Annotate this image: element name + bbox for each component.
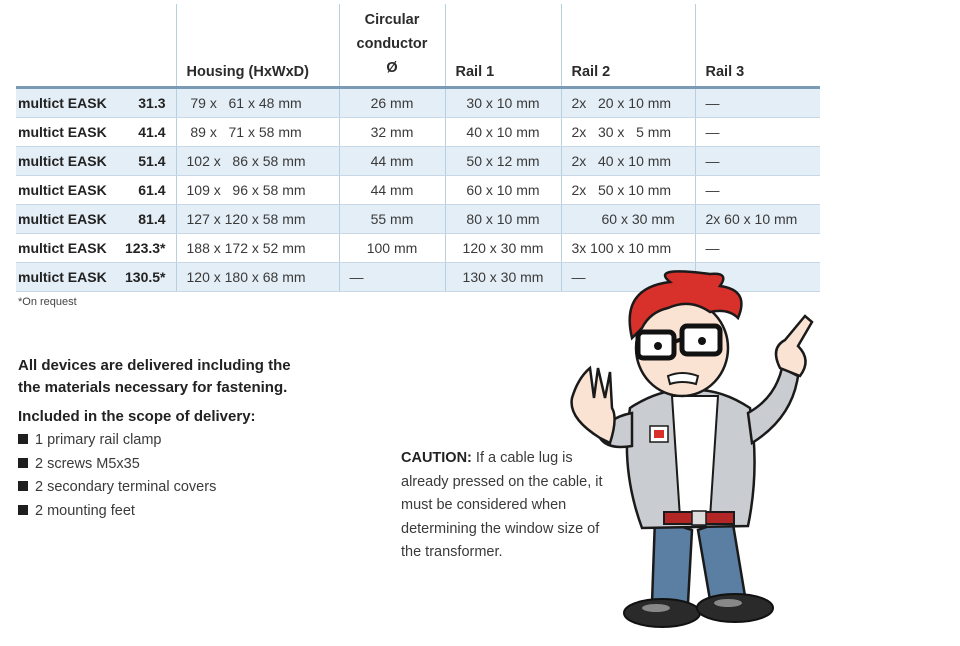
cell-housing: 120 x 180 x 68 mm (176, 263, 339, 292)
cell-model (16, 263, 176, 292)
mascot-shoe-shine (714, 599, 742, 607)
mascot-right-leg (698, 518, 745, 600)
mascot-badge-logo (654, 430, 664, 438)
cell-rail3: — (695, 147, 820, 176)
table-row (16, 118, 820, 147)
cell-rail1: 40 x 10 mm (445, 118, 561, 147)
list-item-label: 1 primary rail clamp (35, 432, 162, 448)
list-item (18, 476, 338, 500)
table-row (16, 176, 820, 205)
model-number: 123.3* (125, 240, 166, 256)
header-conductor-line2: conductor (356, 36, 428, 52)
cell-housing: 188 x 172 x 52 mm (176, 234, 339, 263)
model-name: multict EASK (18, 269, 107, 285)
cell-rail1: 80 x 10 mm (445, 205, 561, 234)
mascot-mouth (668, 373, 698, 384)
cell-housing: 127 x 120 x 58 mm (176, 205, 339, 234)
cell-model (16, 147, 176, 176)
mascot-shirt (672, 396, 718, 518)
scope-list (18, 429, 338, 523)
delivery-notes (18, 355, 338, 523)
model-name: multict EASK (18, 124, 107, 140)
list-item-label: 2 secondary terminal covers (35, 479, 217, 495)
list-item (18, 429, 338, 453)
square-bullet-icon (18, 505, 28, 515)
cell-rail2: — (561, 263, 695, 292)
cell-model (16, 176, 176, 205)
cell-rail2: 60 x 30 mm (561, 205, 695, 234)
cell-conductor: 44 mm (339, 176, 445, 205)
square-bullet-icon (18, 458, 28, 468)
square-bullet-icon (18, 434, 28, 444)
table-header-row (16, 4, 820, 88)
mascot-left-leg (652, 518, 692, 603)
table-row (16, 234, 820, 263)
cell-model (16, 88, 176, 118)
list-item-label: 2 mounting feet (35, 502, 135, 519)
header-conductor-line1: Circular (364, 12, 420, 28)
footnote: *On request (18, 296, 77, 308)
model-name: multict EASK (18, 182, 107, 198)
mascot-shoe-shine (642, 604, 670, 612)
header-model (16, 4, 176, 88)
cell-conductor: 55 mm (339, 205, 445, 234)
delivery-lead-line1: All devices are delivered including the (18, 357, 291, 374)
list-item (18, 500, 338, 524)
model-number: 81.4 (138, 211, 166, 227)
cell-rail3: — (695, 88, 820, 118)
cell-housing: 89 x 71 x 58 mm (176, 118, 339, 147)
model-name: multict EASK (18, 153, 107, 169)
cell-model (16, 118, 176, 147)
header-rail2: Rail 2 (561, 4, 695, 88)
cell-rail3: — (695, 234, 820, 263)
scope-title: Included in the scope of delivery: (18, 408, 256, 425)
table-row (16, 88, 820, 118)
header-conductor-line3: Ø (386, 60, 398, 76)
cell-housing: 109 x 96 x 58 mm (176, 176, 339, 205)
cell-rail1: 130 x 30 mm (445, 263, 561, 292)
cell-rail1: 120 x 30 mm (445, 234, 561, 263)
mascot-right-arm (748, 368, 798, 443)
model-name: multict EASK (18, 240, 107, 256)
model-number: 41.4 (138, 124, 166, 140)
cell-conductor: 100 mm (339, 234, 445, 263)
cell-rail2: 2x 40 x 10 mm (561, 147, 695, 176)
list-item (18, 453, 338, 477)
mascot-eye (654, 342, 662, 350)
mascot-eye (698, 337, 706, 345)
cell-rail2: 3x 100 x 10 mm (561, 234, 695, 263)
model-number: 51.4 (138, 153, 166, 169)
delivery-lead (18, 355, 338, 399)
mascot-right-shoe (697, 594, 773, 622)
mascot-left-shoe (624, 599, 700, 627)
cell-rail1: 30 x 10 mm (445, 88, 561, 118)
mascot-illustration (560, 268, 820, 646)
mascot-pointing-hand (776, 316, 812, 376)
cell-rail3: — (695, 118, 820, 147)
cell-rail2: 2x 50 x 10 mm (561, 176, 695, 205)
spec-table (16, 4, 820, 292)
mascot-glasses-bridge (674, 339, 682, 342)
header-conductor (339, 4, 445, 88)
cell-housing: 79 x 61 x 48 mm (176, 88, 339, 118)
cell-rail3: — (695, 176, 820, 205)
cell-conductor: 32 mm (339, 118, 445, 147)
cell-conductor: — (339, 263, 445, 292)
square-bullet-icon (18, 481, 28, 491)
model-name: multict EASK (18, 95, 107, 111)
cell-model (16, 234, 176, 263)
header-rail3: Rail 3 (695, 4, 820, 88)
table-row (16, 205, 820, 234)
cell-rail1: 50 x 12 mm (445, 147, 561, 176)
caution-text: If a cable lug is already pressed on the cable, it must be considered when determining the window size of the transformer. (401, 450, 603, 560)
model-number: 31.3 (138, 95, 166, 111)
list-item-label: 2 screws M5x35 (35, 455, 140, 472)
header-housing: Housing (HxWxD) (176, 4, 339, 88)
cell-model (16, 205, 176, 234)
model-number: 61.4 (138, 182, 166, 198)
delivery-lead-line2: the materials necessary for fastening. (18, 379, 288, 396)
cell-rail3: 2x 60 x 10 mm (695, 205, 820, 234)
mascot-belt-buckle (692, 511, 706, 525)
mascot-stop-hand (572, 368, 615, 443)
model-number: 130.5* (125, 269, 166, 285)
cell-rail2: 2x 30 x 5 mm (561, 118, 695, 147)
caution-label: CAUTION: (401, 450, 472, 466)
cell-rail1: 60 x 10 mm (445, 176, 561, 205)
cell-rail2: 2x 20 x 10 mm (561, 88, 695, 118)
cell-conductor: 26 mm (339, 88, 445, 118)
table-row (16, 147, 820, 176)
cell-conductor: 44 mm (339, 147, 445, 176)
cell-housing: 102 x 86 x 58 mm (176, 147, 339, 176)
header-rail1: Rail 1 (445, 4, 561, 88)
model-name: multict EASK (18, 211, 107, 227)
